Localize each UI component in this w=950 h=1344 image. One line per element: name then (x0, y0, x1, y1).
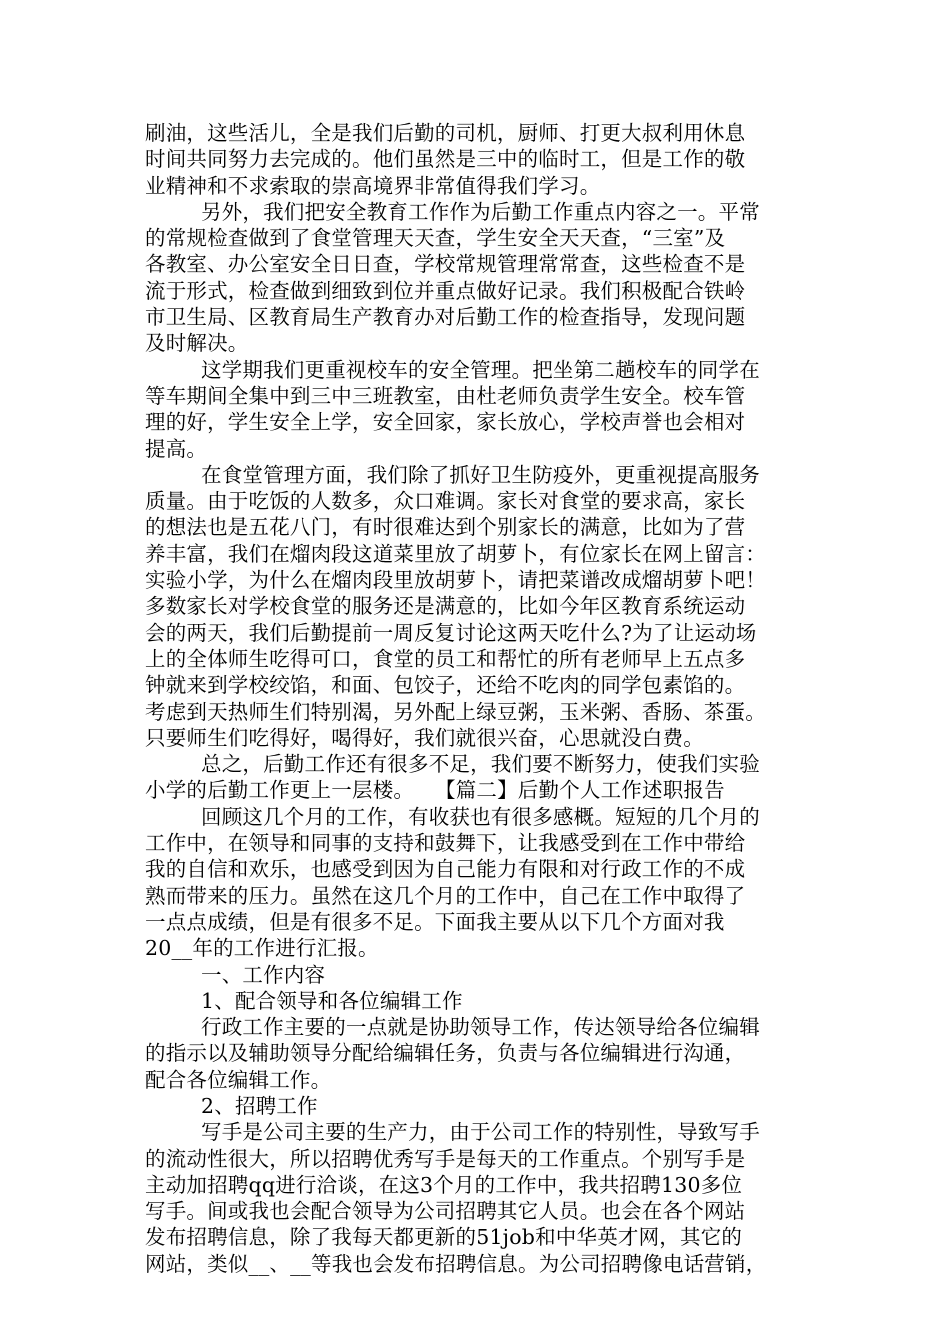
text-line: 会的两天，我们后勤提前一周反复讨论这两天吃什么?为了让运动场 (145, 620, 757, 645)
text-line: 只要师生们吃得好，喝得好，我们就很兴奋，心思就没白费。 (145, 725, 704, 750)
text-line: 写手是公司主要的生产力，由于公司工作的特别性，导致写手 (201, 1120, 760, 1145)
text-line: 刷油，这些活儿，全是我们后勤的司机，厨师、打更大叔利用休息 (145, 121, 746, 145)
text-line: 市卫生局、区教育局生产教育办对后勤工作的检查指导，发现问题 (145, 305, 746, 330)
text-line: 质量。由于吃饭的人数多，众口难调。家长对食堂的要求高，家长 (145, 489, 746, 514)
text-line: 钟就来到学校绞馅，和面、包饺子，还给不吃肉的同学包素馅的。 (145, 673, 746, 698)
text-line: 发布招聘信息，除了我每天都更新的51job和中华英才网，其它的 (145, 1225, 743, 1250)
text-line: 提高。 (145, 436, 208, 461)
text-line: 的流动性很大，所以招聘优秀写手是每天的工作重点。个别写手是 (145, 1146, 746, 1171)
text-line: 工作中，在领导和同事的支持和鼓舞下，让我感受到在工作中带给 (145, 831, 746, 856)
text-line: 上的全体师生吃得可口，食堂的员工和帮忙的所有老师早上五点多 (145, 646, 746, 671)
text-line: 20__年的工作进行汇报。 (145, 936, 379, 961)
text-line: 理的好，学生安全上学，安全回家，家长放心，学校声誉也会相对 (145, 410, 746, 435)
text-line: 的常规检查做到了食堂管理天天查，学生安全天天查，“三室”及 (145, 226, 726, 251)
text-line: 写手。间或我也会配合领导为公司招聘其它人员。也会在各个网站 (145, 1199, 746, 1224)
text-line: 多数家长对学校食堂的服务还是满意的，比如今年区教育系统运动 (145, 594, 746, 619)
text-line: 这学期我们更重视校车的安全管理。把坐第二趟校车的同学在 (201, 357, 760, 382)
text-line: 在食堂管理方面，我们除了抓好卫生防疫外，更重视提高服务 (201, 462, 760, 487)
text-line: 一点点成绩，但是有很多不足。下面我主要从以下几个方面对我 (145, 909, 725, 934)
text-line: 各教室、办公室安全日日查，学校常规管理常常查，这些检查不是 (145, 252, 746, 277)
text-line: 2、招聘工作 (201, 1093, 318, 1118)
text-line: 等车期间全集中到三中三班教室，由杜老师负责学生安全。校车管 (145, 383, 746, 408)
text-line: 一、工作内容 (201, 962, 326, 987)
text-line: 考虑到天热师生们特别渴，另外配上绿豆粥，玉米粥、香肠、茶蛋。 (145, 699, 766, 724)
text-line: 实验小学，为什么在熘肉段里放胡萝卜，请把菜谱改成熘胡萝卜吧！ (145, 568, 766, 593)
text-line: 总之，后勤工作还有很多不足，我们要不断努力，使我们实验 (201, 752, 760, 777)
text-line: 网站，类似__、__等我也会发布招聘信息。为公司招聘像电话营销， (145, 1251, 767, 1276)
text-line: 回顾这几个月的工作，有收获也有很多感概。短短的几个月的 (201, 804, 760, 829)
text-line: 流于形式，检查做到细致到位并重点做好记录。我们积极配合铁岭 (145, 278, 746, 303)
text-line: 熟而带来的压力。虽然在这几个月的工作中，自己在工作中取得了 (145, 883, 746, 908)
text-line: 业精神和不求索取的崇高境界非常值得我们学习。 (145, 173, 601, 198)
text-line: 小学的后勤工作更上一层楼。 【篇二】后勤个人工作述职报告 (145, 778, 725, 803)
text-line: 主动加招聘qq进行洽谈，在这3个月的工作中，我共招聘130多位 (145, 1172, 743, 1197)
text-line: 另外，我们把安全教育工作作为后勤工作重点内容之一。平常 (201, 199, 760, 224)
text-line: 1、配合领导和各位编辑工作 (201, 988, 463, 1013)
text-line: 我的自信和欢乐，也感受到因为自己能力有限和对行政工作的不成 (145, 857, 746, 882)
text-line: 配合各位编辑工作。 (145, 1067, 332, 1092)
text-line: 时间共同努力去完成的。他们虽然是三中的临时工，但是工作的敬 (145, 147, 746, 172)
text-line: 及时解决。 (145, 331, 249, 356)
text-line: 的指示以及辅助领导分配给编辑任务，负责与各位编辑进行沟通， (145, 1041, 746, 1066)
text-line: 的想法也是五花八门，有时很难达到个别家长的满意，比如为了营 (145, 515, 746, 540)
text-line: 行政工作主要的一点就是协助领导工作，传达领导给各位编辑 (201, 1015, 760, 1040)
document-body (145, 120, 815, 1277)
text-line: 养丰富，我们在熘肉段这道菜里放了胡萝卜，有位家长在网上留言： (145, 541, 766, 566)
